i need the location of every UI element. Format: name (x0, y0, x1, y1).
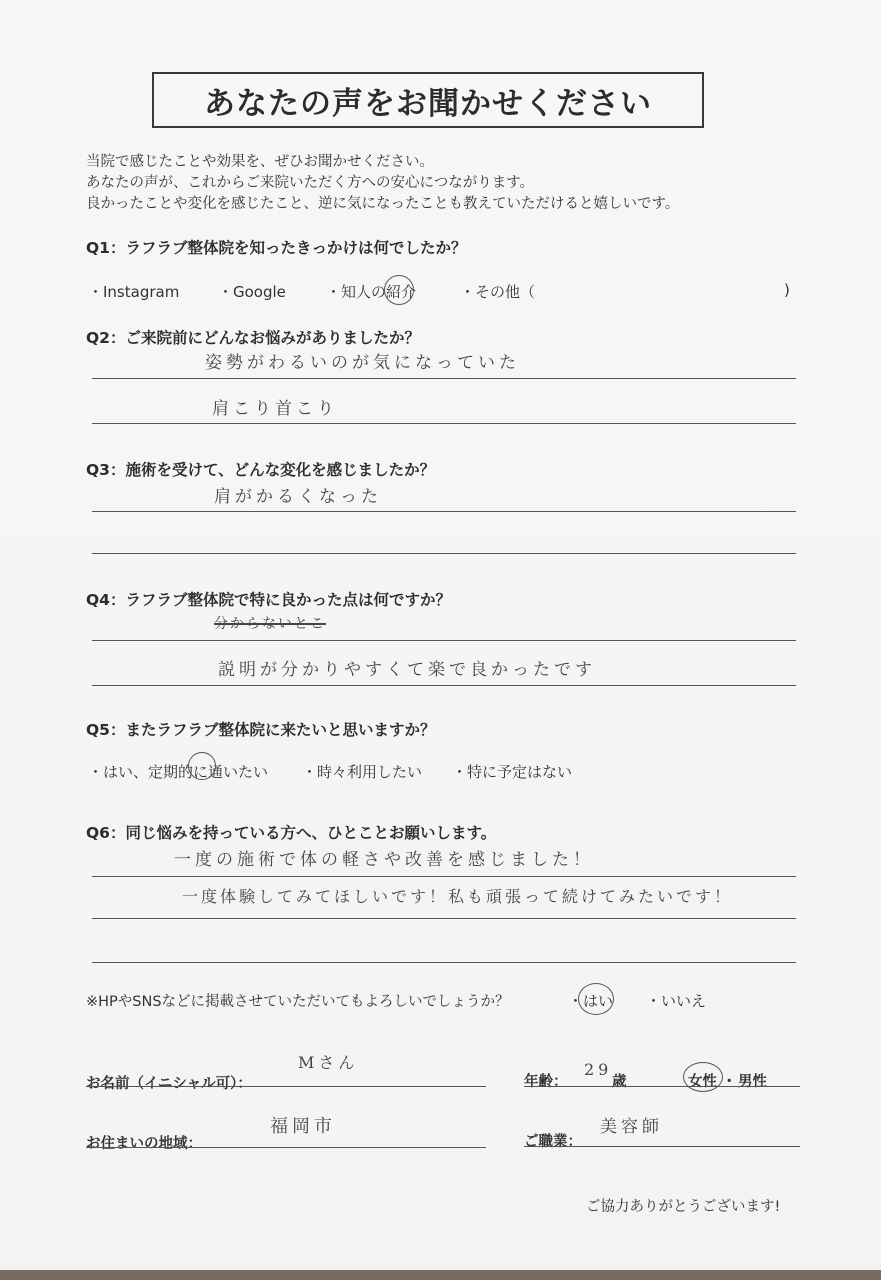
consent-yes[interactable]: ・はい (568, 992, 614, 1010)
q1-option-referral[interactable]: ・知人の紹介 (326, 283, 417, 301)
age-value: 29 (584, 1060, 613, 1079)
q6-line-3 (92, 962, 796, 963)
q3-answer-1: 肩がかるくなった (214, 487, 382, 507)
q6-line-1 (92, 876, 796, 877)
gender-selected-circle (683, 1062, 723, 1092)
question-2: Q2：ご来院前にどんなお悩みがありましたか？ (86, 329, 420, 347)
question-1: Q1：ラフラブ整体院を知ったきっかけは何でしたか？ (86, 239, 467, 257)
consent-selected-circle (578, 983, 614, 1015)
area-value: 福岡市 (270, 1116, 336, 1137)
q3-line-2 (92, 553, 796, 554)
q5-option-sometimes[interactable]: ・時々利用したい (302, 763, 423, 781)
q2-line-2 (92, 423, 796, 424)
intro-line-2: あなたの声が、これからご来院いただく方への安心につながります。 (86, 175, 535, 191)
q3-line-1 (92, 511, 796, 512)
q5-option-no-plan[interactable]: ・特に予定はない (452, 763, 573, 781)
job-line (524, 1146, 800, 1147)
q2-answer-2: 肩こり首こり (212, 399, 338, 419)
name-line (86, 1086, 486, 1087)
q1-other-close-paren: ) (784, 281, 790, 299)
age-label: 年齢： (524, 1074, 568, 1090)
intro-line-3: 良かったことや変化を感じたこと、逆に気になったことも教えていただけると嬉しいです。 (86, 196, 680, 212)
q6-answer-1: 一度の施術で体の軽さや改善を感じました！ (174, 850, 594, 870)
q4-line-1 (92, 640, 796, 641)
job-value: 美容師 (600, 1117, 663, 1137)
question-4: Q4：ラフラブ整体院で特に良かった点は何ですか？ (86, 591, 451, 609)
page-title: あなたの声をお聞かせください (152, 72, 704, 128)
question-3: Q3：施術を受けて、どんな変化を感じましたか？ (86, 461, 436, 479)
q4-answer-1: 説明が分かりやすくて楽で良かったです (218, 660, 596, 680)
q6-answer-2: 一度体験してみてほしいです！私も頑張って続けてみたいです！ (182, 887, 734, 906)
q1-option-other[interactable]: ・その他（ (460, 283, 536, 301)
question-5: Q5：またラフラブ整体院に来たいと思いますか？ (86, 721, 436, 739)
q5-selected-circle (188, 752, 216, 780)
q4-line-2 (92, 685, 796, 686)
intro-text (86, 152, 679, 215)
q1-option-instagram[interactable]: ・Instagram (88, 283, 180, 301)
gender-separator: ・ (722, 1074, 737, 1090)
job-label: ご職業： (524, 1134, 582, 1150)
q4-struck-answer: 分からないとこ (214, 616, 326, 632)
gender-male[interactable]: 男性 (738, 1074, 767, 1090)
age-unit: 歳 (612, 1074, 627, 1090)
consent-no[interactable]: ・いいえ (646, 992, 707, 1010)
area-line (86, 1147, 486, 1148)
name-value: Mさん (298, 1053, 359, 1072)
consent-question: ※HPやSNSなどに掲載させていただいてもよろしいでしょうか？ (86, 994, 510, 1010)
q2-line-1 (92, 378, 796, 379)
intro-line-1: 当院で感じたことや効果を、ぜひお聞かせください。 (86, 154, 434, 170)
age-line (524, 1086, 800, 1087)
question-6: Q6：同じ悩みを持っている方へ、ひとことお願いします。 (86, 824, 497, 842)
q6-line-2 (92, 918, 796, 919)
gender-female[interactable]: 女性 (688, 1074, 717, 1090)
thanks-text: ご協力ありがとうございます! (586, 1199, 781, 1215)
q1-selected-circle (384, 275, 414, 305)
name-label: お名前（イニシャル可）： (86, 1076, 252, 1092)
q5-option-regular[interactable]: ・はい、定期的に通いたい (88, 763, 269, 781)
q2-answer-1: 姿勢がわるいのが気になっていた (205, 353, 520, 373)
area-label: お住まいの地域： (86, 1136, 202, 1152)
bottom-edge (0, 1270, 881, 1280)
q1-option-google[interactable]: ・Google (218, 283, 286, 301)
